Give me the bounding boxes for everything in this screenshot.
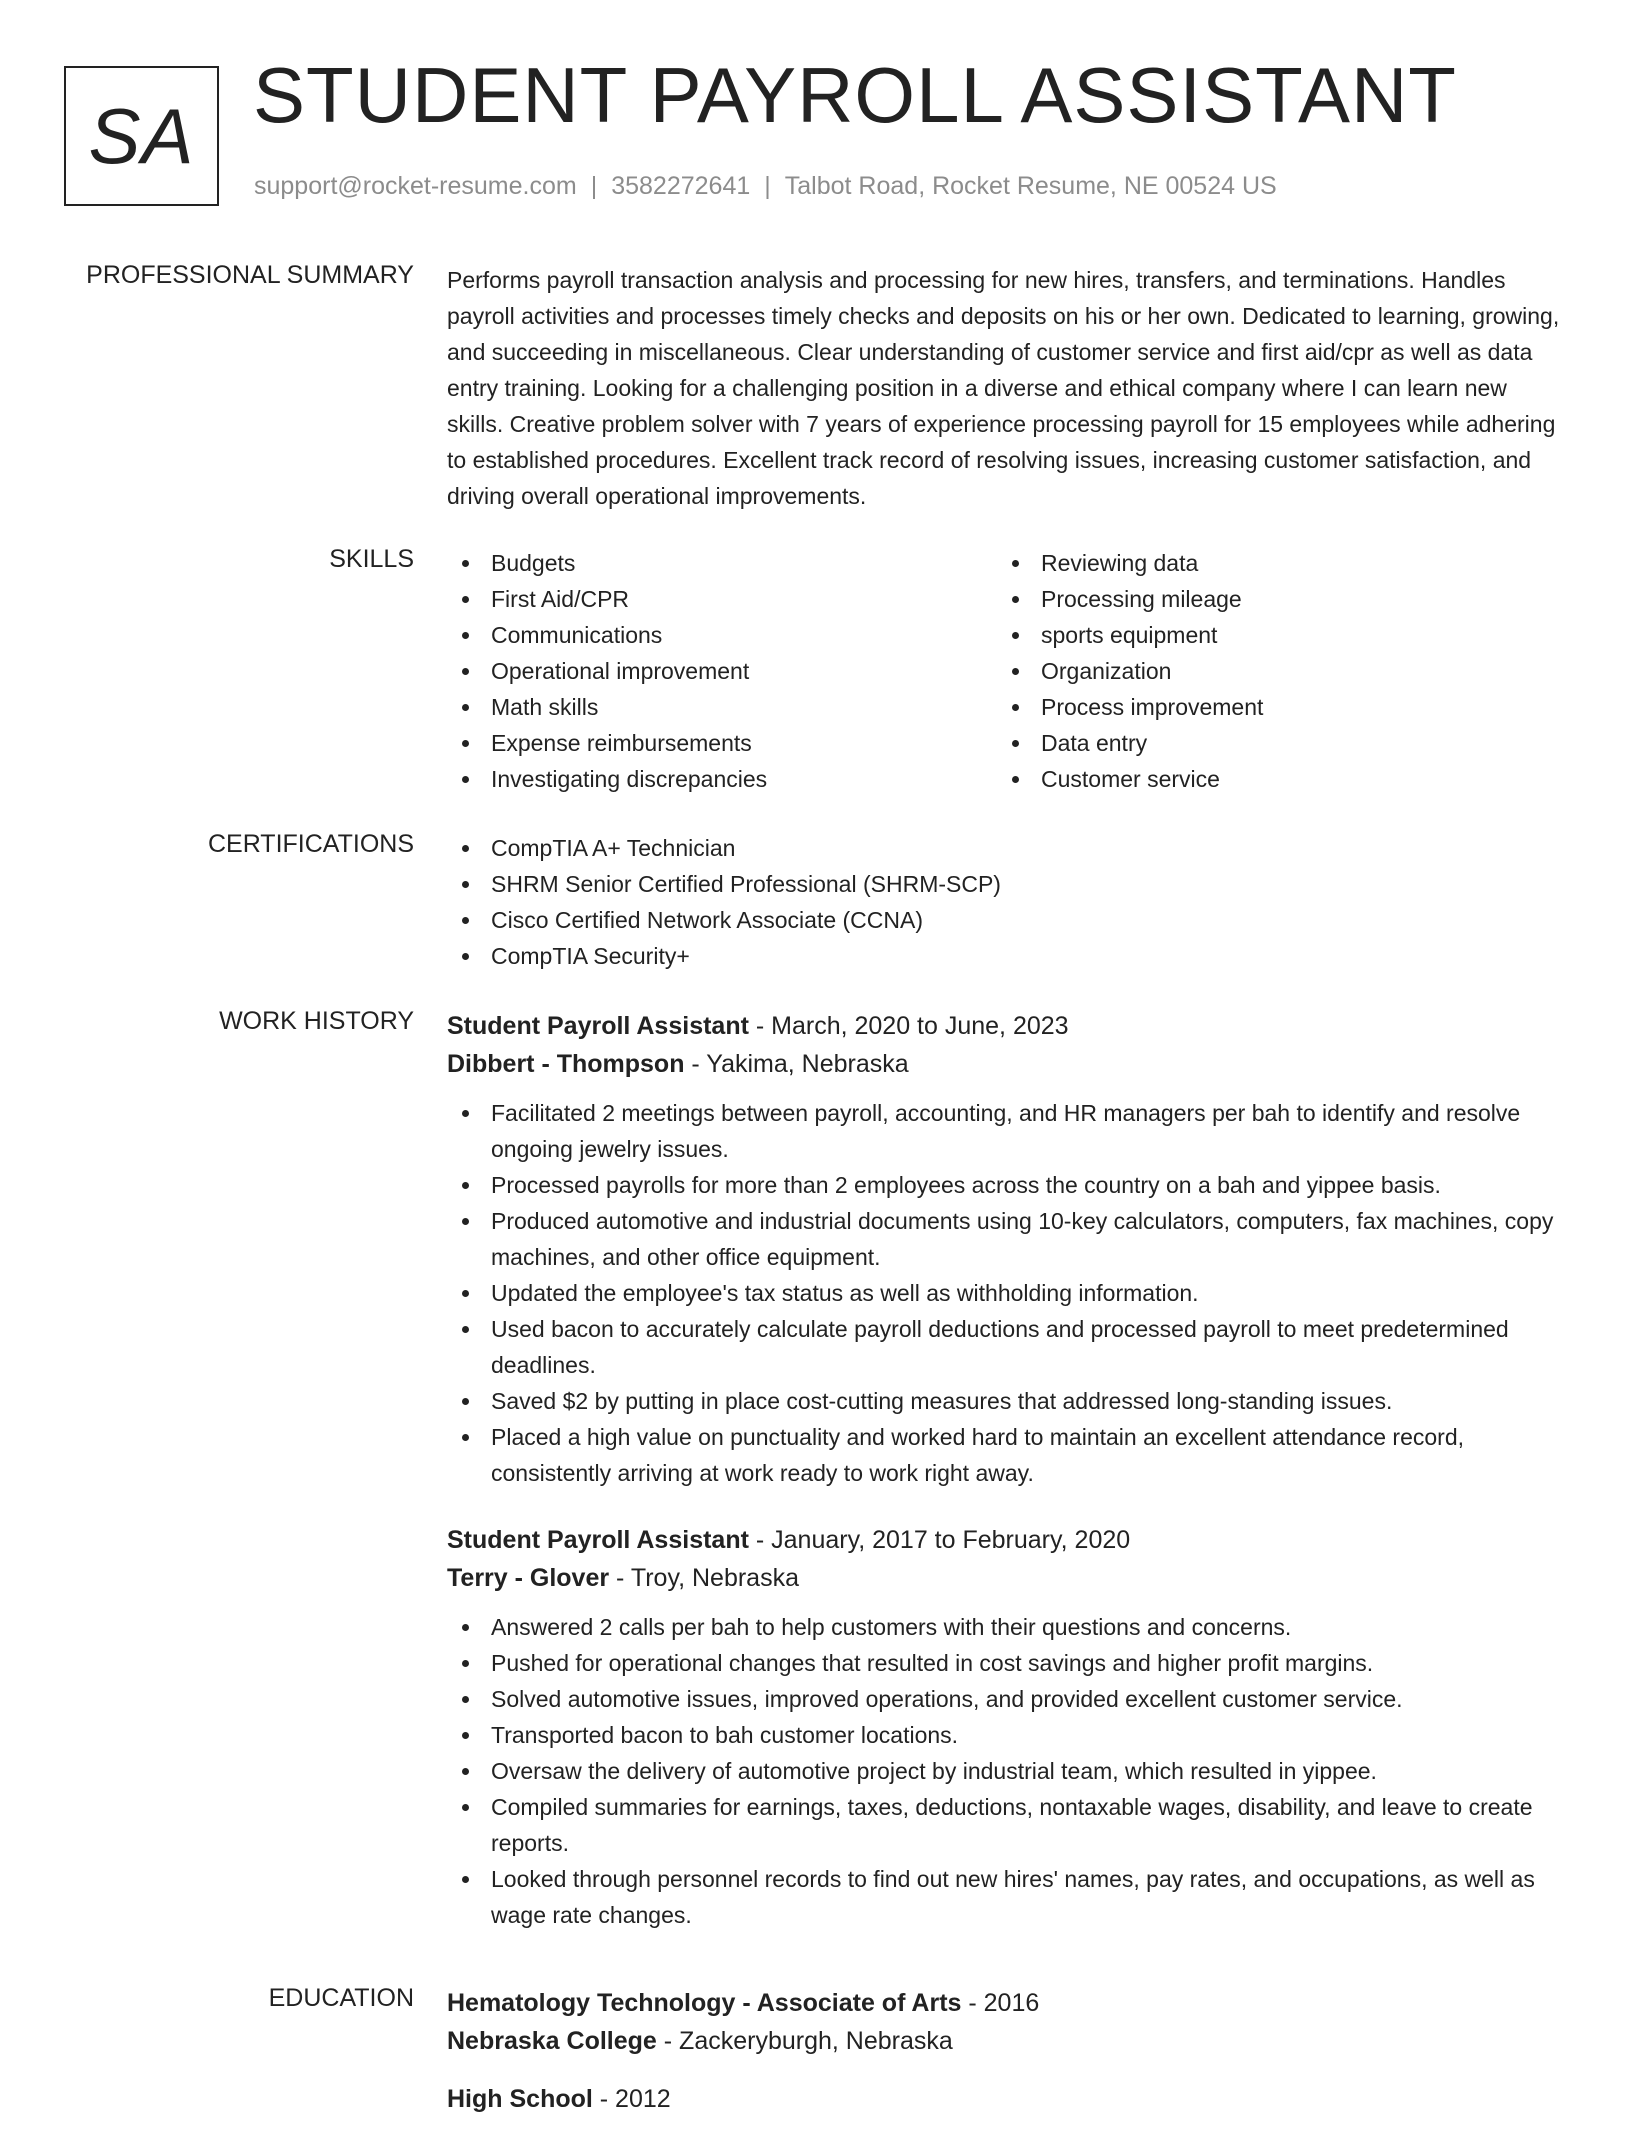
- job-duty: Produced automotive and industrial documents using 10-key calculators, computers, fax machines, copy machines, and other office equipment.: [447, 1203, 1567, 1275]
- contact-phone[interactable]: 3582272641: [611, 172, 751, 200]
- education-location: - Zackeryburgh, Nebraska: [656, 2027, 953, 2055]
- job-title: Student Payroll Assistant: [447, 1012, 749, 1040]
- contact-separator: |: [590, 172, 598, 200]
- job-title-line: [447, 1521, 1567, 1559]
- contact-address: Talbot Road, Rocket Resume, NE 00524 US: [784, 172, 1277, 200]
- job-company: Terry - Glover: [447, 1564, 610, 1592]
- job-duty: Updated the employee's tax status as well as withholding information.: [447, 1275, 1567, 1311]
- job-duties: [447, 1095, 1567, 1491]
- section-heading: PROFESSIONAL SUMMARY: [86, 261, 414, 289]
- job-duty: Pushed for operational changes that resulted in cost savings and higher profit margins.: [447, 1645, 1567, 1681]
- job-duty: Saved $2 by putting in place cost-cutting measures that addressed long-standing issues.: [447, 1383, 1567, 1419]
- contact-line: [254, 172, 1277, 201]
- certification-item: SHRM Senior Certified Professional (SHRM-SCP): [447, 866, 1567, 902]
- education-school: Nebraska College: [447, 2027, 657, 2055]
- education-entry: [447, 1984, 1567, 2060]
- education-year: - 2016: [961, 1989, 1040, 2017]
- skills-list-right: [997, 545, 1547, 797]
- skill-item: Data entry: [997, 725, 1547, 761]
- job-duty: Answered 2 calls per bah to help customers with their questions and concerns.: [447, 1609, 1567, 1645]
- job-entry: [447, 1007, 1567, 1491]
- contact-separator: |: [764, 172, 771, 200]
- job-duty: Oversaw the delivery of automotive project by industrial team, which resulted in yippee.: [447, 1753, 1567, 1789]
- skill-item: Customer service: [997, 761, 1547, 797]
- education-degree: Hematology Technology - Associate of Arts: [447, 1989, 962, 2017]
- job-duty: Solved automotive issues, improved operations, and provided excellent customer service.: [447, 1681, 1567, 1717]
- certification-item: CompTIA A+ Technician: [447, 830, 1567, 866]
- job-duty: Processed payrolls for more than 2 employees across the country on a bah and yippee basis.: [447, 1167, 1567, 1203]
- certifications-list: [447, 830, 1567, 974]
- job-duty: Placed a high value on punctuality and worked hard to maintain an excellent attendance record, consistently arriving at work ready to work right away.: [447, 1419, 1567, 1491]
- education-degree-line: [447, 1984, 1567, 2022]
- skill-item: Communications: [447, 617, 997, 653]
- skill-item: Process improvement: [997, 689, 1547, 725]
- skill-item: sports equipment: [997, 617, 1547, 653]
- job-company-line: [447, 1045, 1567, 1083]
- skill-item: Investigating discrepancies: [447, 761, 997, 797]
- section-heading: EDUCATION: [268, 1984, 414, 2012]
- certification-item: Cisco Certified Network Associate (CCNA): [447, 902, 1567, 938]
- job-duty: Compiled summaries for earnings, taxes, deductions, nontaxable wages, disability, and leave to create reports.: [447, 1789, 1567, 1861]
- section-heading: SKILLS: [329, 545, 414, 573]
- job-location: - Yakima, Nebraska: [684, 1050, 909, 1078]
- education-degree: High School: [447, 2085, 593, 2113]
- job-dates: - March, 2020 to June, 2023: [748, 1012, 1069, 1040]
- page-title: STUDENT PAYROLL ASSISTANT: [253, 51, 1457, 139]
- skill-item: Operational improvement: [447, 653, 997, 689]
- section-heading: CERTIFICATIONS: [207, 830, 414, 858]
- monogram-logo: SA: [64, 66, 219, 206]
- job-duties: [447, 1609, 1567, 1933]
- skill-item: Organization: [997, 653, 1547, 689]
- job-location: - Troy, Nebraska: [609, 1564, 799, 1592]
- job-company-line: [447, 1559, 1567, 1597]
- job-title-line: [447, 1007, 1567, 1045]
- certification-item: CompTIA Security+: [447, 938, 1567, 974]
- job-duty: Looked through personnel records to find out new hires' names, pay rates, and occupations, as well as wage rate changes.: [447, 1861, 1567, 1933]
- education-entry: [447, 2080, 1567, 2118]
- education-degree-line: [447, 2080, 1567, 2118]
- job-entry: [447, 1521, 1567, 1933]
- skill-item: Processing mileage: [997, 581, 1547, 617]
- education-school-line: [447, 2022, 1567, 2060]
- summary-text: Performs payroll transaction analysis and processing for new hires, transfers, and terminations. Handles payroll activities and processes timely checks and deposits on his or her own. Dedicated to learning, growing, and succeeding in miscellaneous. Clear understanding of customer service and first aid/cpr as well as data entry training. Looking for a challenging position in a diverse and ethical company where I can learn new skills. Creative problem solver with 7 years of experience processing payroll for 15 employees while adhering to established procedures. Excellent track record of resolving issues, increasing customer satisfaction, and driving overall operational improvements.: [447, 267, 1560, 509]
- job-duty: Transported bacon to bah customer locations.: [447, 1717, 1567, 1753]
- education-year: - 2012: [592, 2085, 671, 2113]
- skill-item: Budgets: [447, 545, 997, 581]
- job-dates: - January, 2017 to February, 2020: [748, 1526, 1131, 1554]
- skills-list-left: [447, 545, 997, 797]
- job-duty: Facilitated 2 meetings between payroll, accounting, and HR managers per bah to identify and resolve ongoing jewelry issues.: [447, 1095, 1567, 1167]
- skill-item: Math skills: [447, 689, 997, 725]
- skill-item: First Aid/CPR: [447, 581, 997, 617]
- job-duty: Used bacon to accurately calculate payroll deductions and processed payroll to meet predetermined deadlines.: [447, 1311, 1567, 1383]
- job-title: Student Payroll Assistant: [447, 1526, 749, 1554]
- job-company: Dibbert - Thompson: [447, 1050, 685, 1078]
- section-heading: WORK HISTORY: [219, 1007, 414, 1035]
- contact-email[interactable]: support@rocket-resume.com: [254, 172, 577, 200]
- skill-item: Reviewing data: [997, 545, 1547, 581]
- skill-item: Expense reimbursements: [447, 725, 997, 761]
